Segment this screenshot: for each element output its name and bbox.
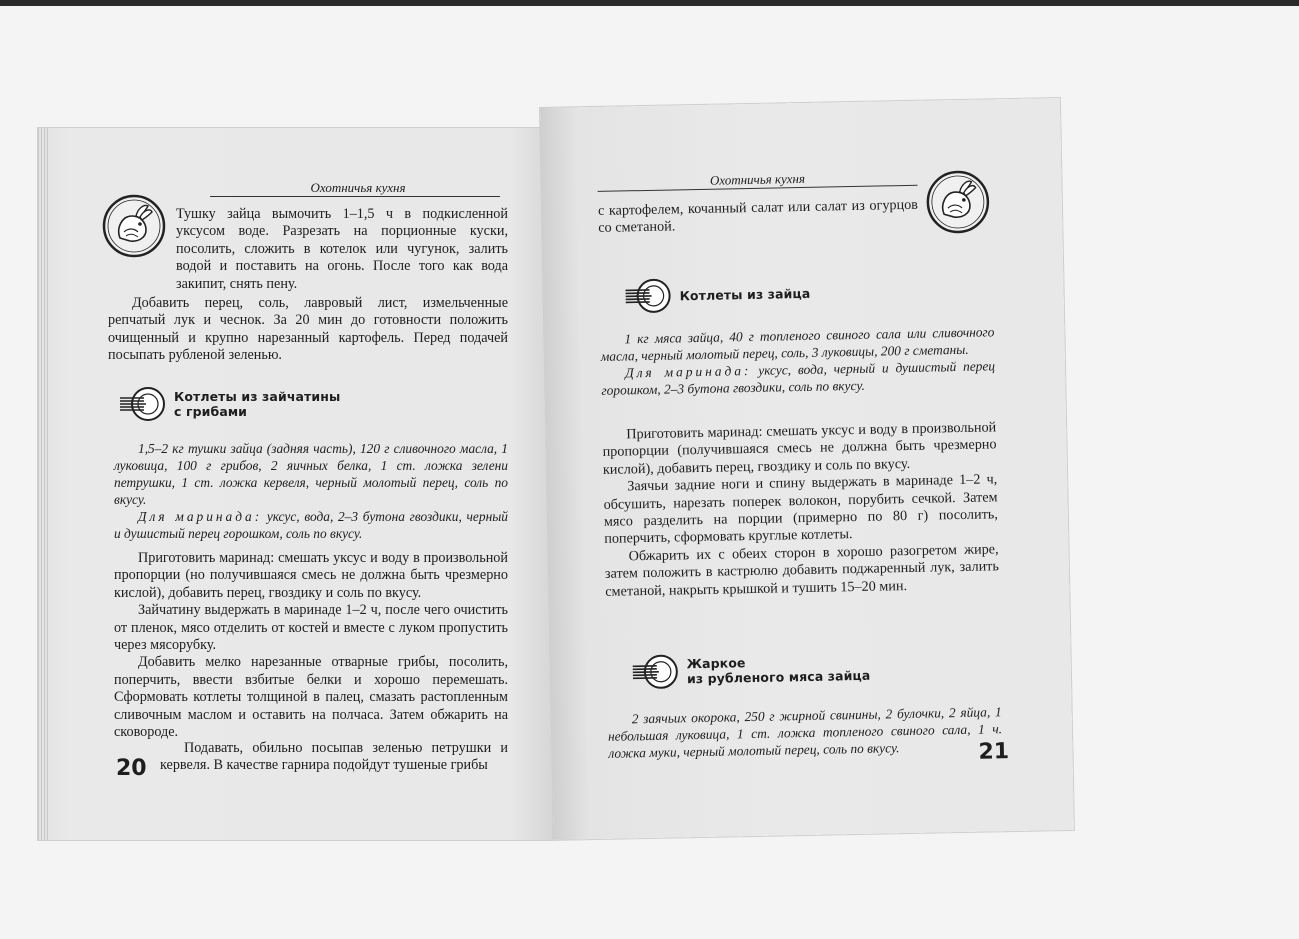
marinade-text: уксус, вода, черный и душистый перец горошком, 2–3 бутона гвоздики, соль по вкусу. xyxy=(601,358,996,398)
page-edge-stack xyxy=(38,128,48,840)
marinade-label: Для маринада: xyxy=(138,509,263,524)
page-number-left: 20 xyxy=(116,756,147,781)
marinade-line xyxy=(114,508,508,542)
marinade-text: уксус, вода, 2–3 бутона гвоздики, черный и душистый перец горошком, соль по вкусу. xyxy=(114,509,508,541)
recipe-heading xyxy=(118,384,340,424)
hare-emblem-icon xyxy=(925,169,990,234)
fork-plate-icon xyxy=(623,276,672,317)
hare-emblem-icon xyxy=(102,194,166,258)
intro-paragraph-1: Тушку зайца вымочить 1–1,5 ч в подкисленной уксусом воде. Разрезать на порционные куски, посолить, сложить в котелок или чугунок, залить водой и поставить на огонь. После того как вода закипит, снять пену. xyxy=(176,206,508,292)
ingredients-text: 1,5–2 кг тушки зайца (задняя часть), 120 г сливочного масла, 1 луковица, 100 г грибов, 2 яичных белка, 1 ст. ложка зелени петрушки, 1 ст. ложка кервеля, черный молотый перец, соль по вкусу. xyxy=(114,441,508,507)
page-number-right: 21 xyxy=(978,739,1010,765)
running-header: Охотничья кухня xyxy=(310,180,406,195)
recipe-title-line-1: Котлеты из зайчатины xyxy=(174,389,341,404)
intro-paragraph-2: Добавить перец, соль, лавровый лист, измельченные репчатый лук и чеснок. За 20 мин до готовности положить очищенный и крупно нарезанный картофель. Перед подачей посыпать рубленой зеленью. xyxy=(108,295,508,364)
header-rule xyxy=(210,196,500,197)
ingredients-text: 1 кг мяса зайца, 40 г топленого свиного сала или сливочного масла, черный молотый перец, соль, 3 луковицы, 200 г сметаны. xyxy=(600,324,995,364)
marinade-line xyxy=(601,357,996,399)
steps-block xyxy=(602,419,999,601)
right-page xyxy=(540,98,1074,840)
ingredients-block xyxy=(114,440,508,542)
serving-block xyxy=(160,740,508,775)
fork-plate-icon xyxy=(118,384,166,424)
recipe-title-line-2: с грибами xyxy=(174,404,248,419)
recipe-title: Котлеты из зайца xyxy=(679,285,811,303)
left-page xyxy=(38,128,552,840)
recipe-heading xyxy=(623,273,810,317)
marinade-label: Для маринада: xyxy=(624,362,752,381)
fork-plate-icon xyxy=(630,651,679,692)
step-3: Добавить мелко нарезанные отварные грибы, посолить, поперчить, ввести взбитые белки и хорошо перемешать. Сформовать котлеты толщиной в палец, смазать растопленным сливочным маслом и оставить на полчаса. Затем обжарить на сковороде. xyxy=(114,654,508,741)
ingredients-block xyxy=(600,323,995,399)
recipe-title xyxy=(174,389,340,419)
continuation-block xyxy=(598,197,919,238)
intro-wrapped-top xyxy=(176,206,508,293)
intro-full-width xyxy=(108,295,508,365)
recipe-title-line-2: из рубленого мяса зайца xyxy=(686,667,871,687)
step-4: Подавать, обильно посыпав зеленью петрушки и кервеля. В качестве гарнира подойдут тушеные грибы xyxy=(160,740,508,774)
recipe-title xyxy=(687,653,871,687)
step-2: Заячьи задние ноги и спину выдержать в маринаде 1–2 ч, обсушить, нарезать поперек волокон, порубить сечкой. Затем мясо разделить на порции (примерно по 80 г) посолить, поперчить, сформовать круглые котлеты. xyxy=(603,471,999,548)
ingredients-text: 2 заячьих окорока, 250 г жирной свинины, 2 булочки, 2 яйца, 1 небольшая луковица, 1 ст. ложка топленого свиного сала, 1 ч. ложка муки, черный молотый перец, соль по вкусу. xyxy=(607,704,1003,761)
step-1: Приготовить маринад: смешать уксус и воду в произвольной пропорции (но получившаяся смесь не должна быть чрезмерно кислой), добавить перец, гвоздику и соль по вкусу. xyxy=(114,550,508,601)
steps-block xyxy=(114,550,508,741)
step-2: Зайчатину выдержать в маринаде 1–2 ч, после чего очистить от пленок, мясо отделить от костей и вместе с луком пропустить через мясорубку. xyxy=(114,602,508,654)
recipe-title-line-1: Жаркое xyxy=(686,655,746,672)
step-1: Приготовить маринад: смешать уксус и воду в произвольной пропорции (получившаяся смесь не должна быть чрезмерно кислой), добавить перец, гвоздику и соль по вкусу. xyxy=(602,419,997,478)
recipe-heading xyxy=(630,648,870,693)
step-3: Обжарить их с обеих сторон в хорошо разогретом жире, затем положить в кастрюлю добавить поджаренный лук, залить сметаной, накрыть крышкой и тушить 15–20 мин. xyxy=(604,541,1000,600)
running-header: Охотничья кухня xyxy=(709,170,806,188)
continuation-text: с картофелем, кочанный салат или салат из огурцов со сметаной. xyxy=(597,196,919,237)
ingredients-block xyxy=(608,703,1003,762)
